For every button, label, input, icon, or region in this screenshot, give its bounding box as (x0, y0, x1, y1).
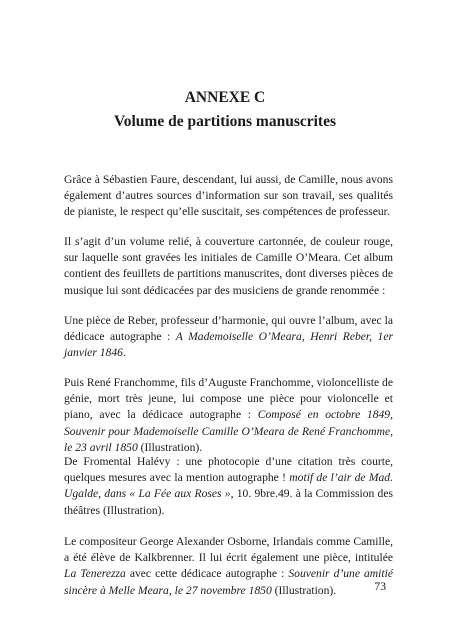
paragraph-halevy (64, 454, 393, 520)
annex-title: Volume de partitions manuscrites (113, 113, 337, 130)
osborne-middle: avec cette dédicace autographe : (125, 567, 289, 581)
paragraph-volume-description: Il s’agit d’un volume relié, à couverture cartonnée, de couleur rouge, sur laquelle sont gravées les initiales de Camille O’Meara. Cet album contient des feuillets de partitions manuscrites, dont diverses pièces de musique lui sont dédicacées par des musiciens de grande renommée : (64, 234, 393, 297)
franchomme-dedication: Composé en octobre 1849, Souvenir pour Mademoiselle Camille O’Meara de René Franchomme, le 23 avril 1850 (64, 408, 393, 455)
page-number: 73 (374, 580, 386, 593)
franchomme-end: (Illustration). (137, 441, 203, 455)
reber-dedication: A Mademoiselle O’Meara, Henri Reber, 1er janvier 1846 (64, 330, 393, 360)
franchomme-text: Puis René Franchomme, fils d’Auguste Franchomme, violoncelliste de génie, mort très jeune, lui compose une pièce pour violoncelle et piano, avec la dédicace autographe : (64, 375, 393, 422)
halevy-text: De Fromental Halévy : une photocopie d’une citation très courte, quelques mesures avec la mention autographe ! (64, 454, 393, 484)
reber-end: . (122, 346, 126, 360)
reber-text: Une pièce de Reber, professeur d’harmonie, qui ouvre l’album, avec la dédicace autographe : (64, 313, 393, 343)
paragraph-osborne (64, 534, 393, 600)
osborne-end: (Illustration). (271, 583, 337, 597)
osborne-dedication: Souvenir d’une amitié sincère à Melle Meara, le 27 novembre 1850 (64, 567, 393, 597)
paragraph-reber (64, 313, 393, 362)
paragraph-franchomme (64, 375, 393, 457)
paragraph-intro: Grâce à Sébastien Faure, descendant, lui aussi, de Camille, nous avons également d’autres sources d’information sur son travail, ses qualités de pianiste, le respect qu’elle suscitait, ses compétences de professeur. (64, 172, 393, 219)
halevy-end: 10. 9bre.49. à la Commission des théâtres (Illustration). (64, 487, 394, 517)
osborne-text: Le compositeur George Alexander Osborne, Irlandais comme Camille, a été élève de Kalkbrenner. Il lui écrit également une pièce, intitulée (64, 534, 393, 564)
annex-label: ANNEXE C (184, 89, 266, 106)
halevy-mention: motif de l’air de Mad. Ugalde, dans « La Fée aux Roses », (64, 471, 393, 501)
osborne-piece-title: La Tenerezza (64, 567, 126, 581)
